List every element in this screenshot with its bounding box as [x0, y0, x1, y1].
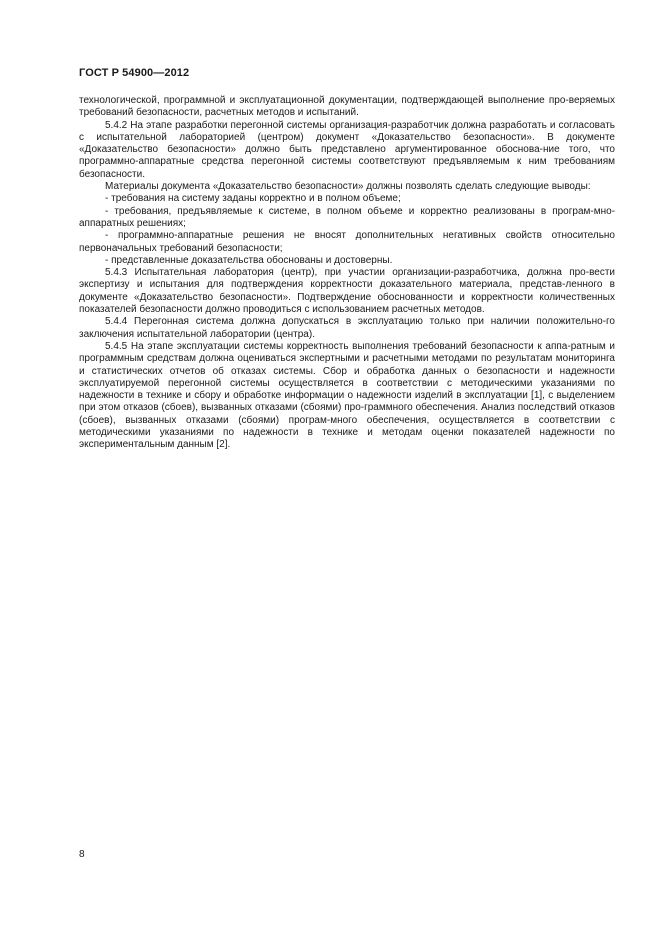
paragraph-conclusions-intro: Материалы документа «Доказательство безопасности» должны позволять сделать следующие выводы:: [105, 181, 591, 193]
page-number: 8: [79, 849, 85, 860]
list-item: - программно-аппаратные решения не вносят дополнительных негативных свойств относительно первоначальных требований безопасности;: [79, 230, 615, 254]
clause-5-4-4: 5.4.4 Перегонная система должна допускаться в эксплуатацию только при наличии положительно-го заключения испытательной лаборатории (центра).: [79, 316, 615, 340]
list-item: - представленные доказательства обоснованы и достоверны.: [105, 254, 393, 266]
paragraph-continuation: технологической, программной и эксплуатационной документации, подтверждающей выполнение про-веряемых требований безопасности, расчетных методов и испытаний.: [79, 95, 615, 119]
document-body: [79, 95, 615, 452]
clause-5-4-2: 5.4.2 На этапе разработки перегонной системы организация-разработчик должна разработать и согласовать с испытательной лабораторией (центром) документ «Доказательство безопасности». В документе «Доказательство безопасности» должно быть представлено аргументированное обоснова-ние того, что программно-аппаратные средства перегонной системы соответствуют предъявляемым к ним требованиям безопасности.: [79, 119, 615, 180]
clause-5-4-5: 5.4.5 На этапе эксплуатации системы корректность выполнения требований безопасности к аппа-ратным и программным средствам должна оцениваться экспертными и расчетными методами по результатам мониторинга и статистических отчетов об отказах системы. Сбор и обработка данных о безопасности и надежности эксплуатируемой перегонной системы осуществляется в соответствии с методическими указаниями по надежности в технике и сбору и обработке информации о надежности изделий в эксплуатации [1], с выделением при этом отказов (сбоев), вызванных отказами (сбоями) про-граммного обеспечения. Анализ последствий отказов (сбоев), вызванных отказами (сбоями) програм-много обеспечения, осуществляется в соответствии с методическими указаниями по надежности в технике и методам оценки показателей надежности по экспериментальным данным [2].: [79, 340, 615, 451]
clause-5-4-3: 5.4.3 Испытательная лаборатория (центр), при участии организации-разработчика, должна про-вести экспертизу и испытания для подтверждения корректности доказательного материала, представ-ленного в документе «Доказательство безопасности». Подтверждение обоснованности и корректности количественных показателей безопасности должно проводиться с использованием расчетных методов.: [79, 267, 615, 316]
standard-header: ГОСТ Р 54900—2012: [79, 67, 190, 79]
list-item: - требования на систему заданы корректно и в полном объеме;: [105, 193, 401, 205]
list-item: - требования, предъявляемые к системе, в полном объеме и корректно реализованы в програм-мно-аппаратных решениях;: [79, 205, 615, 229]
